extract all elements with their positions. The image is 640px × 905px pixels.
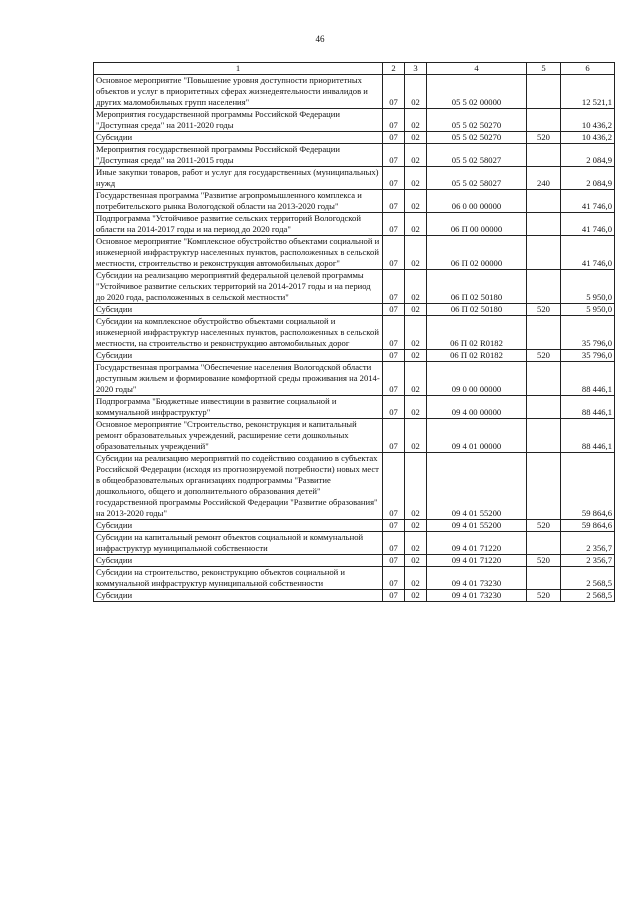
table-row [94,532,615,555]
header-cell-4: 4 [427,63,527,75]
row-section-cell: 07 [383,190,405,213]
table-row [94,270,615,304]
row-amount-cell: 35 796,0 [561,350,615,362]
row-name-cell: Субсидии на капитальный ремонт объектов социальной и коммунальной инфраструктур муниципальной собственности [94,532,383,555]
table-row [94,419,615,453]
row-subsection-cell: 02 [405,362,427,396]
row-expense-type-cell [527,453,561,520]
row-subsection-cell: 02 [405,167,427,190]
row-section-cell: 07 [383,109,405,132]
table-row [94,362,615,396]
row-section-cell: 07 [383,532,405,555]
row-name-cell: Субсидии [94,132,383,144]
row-name-cell: Подпрограмма "Устойчивое развитие сельских территорий Вологодской области на 2014-2017 годы и на период до 2020 года" [94,213,383,236]
row-subsection-cell: 02 [405,590,427,602]
row-subsection-cell: 02 [405,304,427,316]
row-subsection-cell: 02 [405,567,427,590]
table-row [94,316,615,350]
header-cell-1: 1 [94,63,383,75]
row-section-cell: 07 [383,520,405,532]
row-subsection-cell: 02 [405,236,427,270]
row-expense-type-cell: 520 [527,304,561,316]
header-row [94,63,615,75]
table-row [94,396,615,419]
row-section-cell: 07 [383,567,405,590]
row-amount-cell: 41 746,0 [561,213,615,236]
row-subsection-cell: 02 [405,520,427,532]
table-row [94,304,615,316]
row-name-cell: Мероприятия государственной программы Российской Федерации "Доступная среда" на 2011-2015 годы [94,144,383,167]
row-expense-type-cell: 520 [527,520,561,532]
row-amount-cell: 2 356,7 [561,555,615,567]
row-amount-cell: 59 864,6 [561,453,615,520]
row-expense-type-cell [527,75,561,109]
row-section-cell: 07 [383,396,405,419]
table-row [94,75,615,109]
row-expense-type-cell [527,236,561,270]
row-subsection-cell: 02 [405,132,427,144]
row-target-article-cell: 09 4 01 73230 [427,590,527,602]
row-subsection-cell: 02 [405,144,427,167]
row-subsection-cell: 02 [405,190,427,213]
row-subsection-cell: 02 [405,75,427,109]
row-subsection-cell: 02 [405,396,427,419]
budget-table-body [94,63,615,602]
row-expense-type-cell: 520 [527,132,561,144]
row-amount-cell: 88 446,1 [561,362,615,396]
page-number: 46 [315,34,325,44]
row-section-cell: 07 [383,167,405,190]
row-amount-cell: 2 568,5 [561,590,615,602]
row-amount-cell: 12 521,1 [561,75,615,109]
row-subsection-cell: 02 [405,532,427,555]
row-target-article-cell: 05 5 02 50270 [427,132,527,144]
row-expense-type-cell [527,567,561,590]
row-amount-cell: 5 950,0 [561,304,615,316]
row-expense-type-cell: 520 [527,590,561,602]
row-target-article-cell: 09 4 01 73230 [427,567,527,590]
row-expense-type-cell [527,362,561,396]
row-expense-type-cell [527,109,561,132]
row-section-cell: 07 [383,362,405,396]
row-amount-cell: 2 084,9 [561,167,615,190]
table-row [94,190,615,213]
row-name-cell: Основное мероприятие "Комплексное обустройство объектами социальной и инженерной инфраструктур населенных пунктов, расположенных в сельской местности, строительство и реконструкция автомобильных дорог" [94,236,383,270]
row-section-cell: 07 [383,350,405,362]
row-subsection-cell: 02 [405,350,427,362]
row-section-cell: 07 [383,144,405,167]
row-target-article-cell: 06 0 00 00000 [427,190,527,213]
header-cell-2: 2 [383,63,405,75]
row-target-article-cell: 05 5 02 00000 [427,75,527,109]
row-expense-type-cell [527,144,561,167]
row-target-article-cell: 05 5 02 50270 [427,109,527,132]
table-row [94,350,615,362]
row-subsection-cell: 02 [405,109,427,132]
table-row [94,590,615,602]
row-expense-type-cell [527,532,561,555]
table-row [94,213,615,236]
row-name-cell: Субсидии на комплексное обустройство объектами социальной и инженерной инфраструктур населенных пунктов, расположенных в сельской местности, на строительство и реконструкцию автомобильных дорог [94,316,383,350]
row-target-article-cell: 09 4 00 00000 [427,396,527,419]
row-amount-cell: 2 084,9 [561,144,615,167]
row-target-article-cell: 05 5 02 58027 [427,144,527,167]
row-expense-type-cell [527,190,561,213]
row-section-cell: 07 [383,316,405,350]
row-amount-cell: 2 568,5 [561,567,615,590]
row-name-cell: Мероприятия государственной программы Российской Федерации "Доступная среда" на 2011-2020 годы [94,109,383,132]
table-row [94,555,615,567]
row-expense-type-cell [527,213,561,236]
row-name-cell: Основное мероприятие "Строительство, реконструкция и капитальный ремонт образовательных учреждений, расширение сети дошкольных образовательных учреждений" [94,419,383,453]
row-subsection-cell: 02 [405,316,427,350]
row-target-article-cell: 06 П 02 R0182 [427,350,527,362]
row-subsection-cell: 02 [405,419,427,453]
row-name-cell: Основное мероприятие "Повышение уровня доступности приоритетных объектов и услуг в приоритетных сферах жизнедеятельности инвалидов и других маломобильных групп населения" [94,75,383,109]
row-target-article-cell: 09 4 01 71220 [427,555,527,567]
row-section-cell: 07 [383,453,405,520]
row-expense-type-cell: 520 [527,555,561,567]
row-name-cell: Субсидии [94,304,383,316]
row-subsection-cell: 02 [405,270,427,304]
table-row [94,144,615,167]
row-section-cell: 07 [383,590,405,602]
row-amount-cell: 2 356,7 [561,532,615,555]
table-row [94,167,615,190]
row-target-article-cell: 06 П 02 50180 [427,304,527,316]
row-name-cell: Субсидии на реализацию мероприятий федеральной целевой программы "Устойчивое развитие сельских территорий на 2014-2017 годы и на период до 2020 года, расположенных в сельской местности" [94,270,383,304]
row-section-cell: 07 [383,419,405,453]
row-expense-type-cell: 520 [527,350,561,362]
row-expense-type-cell: 240 [527,167,561,190]
header-cell-3: 3 [405,63,427,75]
row-section-cell: 07 [383,213,405,236]
row-target-article-cell: 05 5 02 58027 [427,167,527,190]
row-amount-cell: 35 796,0 [561,316,615,350]
row-amount-cell: 10 436,2 [561,109,615,132]
row-name-cell: Субсидии на реализацию мероприятий по содействию созданию в субъектах Российской Федерации (исходя из прогнозируемой потребности) новых мест в общеобразовательных организациях подпрограммы "Развитие дошкольного, общего и дополнительного образования детей" государственной программы Российской Федерации "Развитие образования" на 2013-2020 годы" [94,453,383,520]
row-expense-type-cell [527,316,561,350]
row-section-cell: 07 [383,236,405,270]
row-subsection-cell: 02 [405,453,427,520]
table-row [94,453,615,520]
row-subsection-cell: 02 [405,555,427,567]
row-amount-cell: 10 436,2 [561,132,615,144]
header-cell-5: 5 [527,63,561,75]
row-target-article-cell: 09 4 01 55200 [427,520,527,532]
budget-table [93,62,615,602]
header-cell-6: 6 [561,63,615,75]
row-expense-type-cell [527,270,561,304]
table-row [94,520,615,532]
row-subsection-cell: 02 [405,213,427,236]
row-amount-cell: 59 864,6 [561,520,615,532]
row-expense-type-cell [527,419,561,453]
row-target-article-cell: 06 П 02 00000 [427,236,527,270]
row-name-cell: Субсидии [94,350,383,362]
row-target-article-cell: 09 4 01 55200 [427,453,527,520]
row-amount-cell: 88 446,1 [561,396,615,419]
row-target-article-cell: 09 0 00 00000 [427,362,527,396]
table-row [94,132,615,144]
row-target-article-cell: 06 П 00 00000 [427,213,527,236]
row-section-cell: 07 [383,555,405,567]
row-name-cell: Иные закупки товаров, работ и услуг для государственных (муниципальных) нужд [94,167,383,190]
row-target-article-cell: 06 П 02 R0182 [427,316,527,350]
row-target-article-cell: 09 4 01 00000 [427,419,527,453]
row-name-cell: Субсидии на строительство, реконструкцию объектов социальной и коммунальной инфраструктур муниципальной собственности [94,567,383,590]
row-name-cell: Субсидии [94,555,383,567]
row-name-cell: Субсидии [94,590,383,602]
row-target-article-cell: 06 П 02 50180 [427,270,527,304]
row-target-article-cell: 09 4 01 71220 [427,532,527,555]
row-amount-cell: 41 746,0 [561,190,615,213]
table-row [94,567,615,590]
table-row [94,109,615,132]
row-name-cell: Государственная программа "Развитие агропромышленного комплекса и потребительского рынка Вологодской области на 2013-2020 годы" [94,190,383,213]
table-row [94,236,615,270]
row-amount-cell: 5 950,0 [561,270,615,304]
row-section-cell: 07 [383,132,405,144]
row-name-cell: Субсидии [94,520,383,532]
row-name-cell: Государственная программа "Обеспечение населения Вологодской области доступным жильем и формирование комфортной среды проживания на 2014-2020 годы" [94,362,383,396]
row-section-cell: 07 [383,270,405,304]
row-section-cell: 07 [383,304,405,316]
row-amount-cell: 88 446,1 [561,419,615,453]
row-expense-type-cell [527,396,561,419]
row-amount-cell: 41 746,0 [561,236,615,270]
row-name-cell: Подпрограмма "Бюджетные инвестиции в развитие социальной и коммунальной инфраструктур" [94,396,383,419]
row-section-cell: 07 [383,75,405,109]
